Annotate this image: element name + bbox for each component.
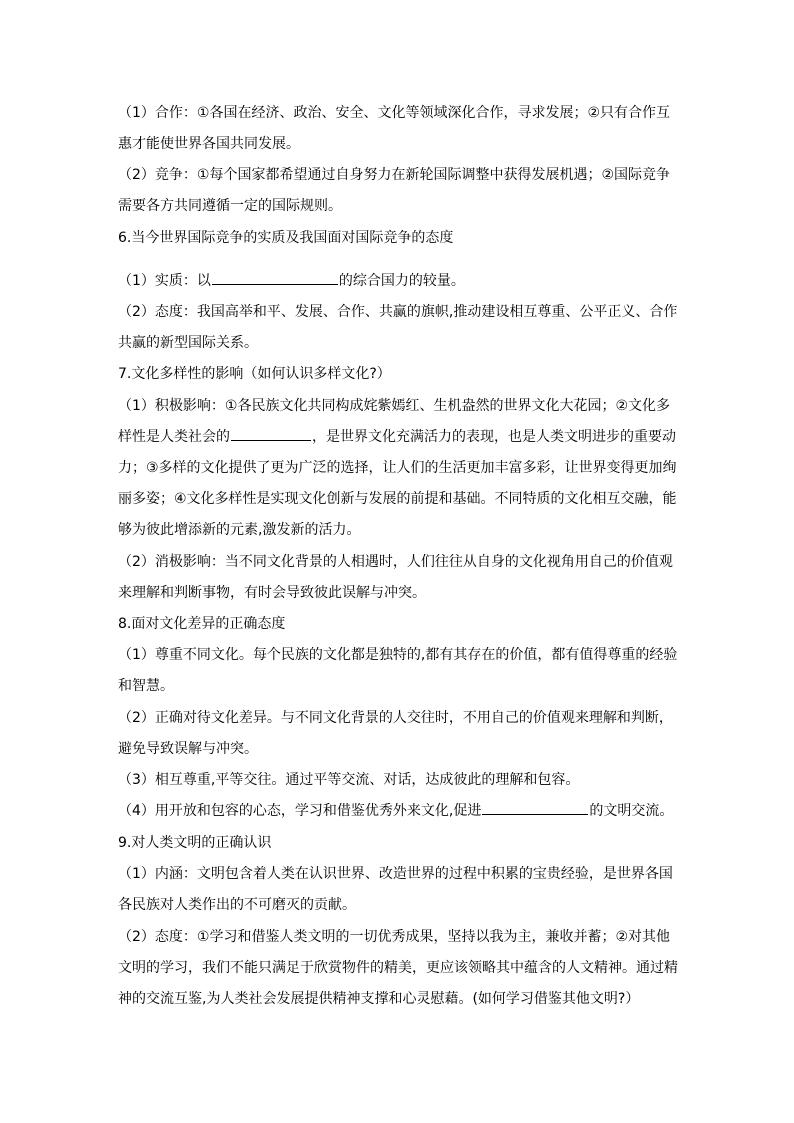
section-heading: 8.面对文化差异的正确态度 bbox=[118, 616, 286, 632]
paragraph-essence bbox=[118, 266, 684, 297]
paragraph-civilization-meaning bbox=[118, 859, 684, 921]
fill-in-line bbox=[118, 266, 684, 297]
paragraph-respect-cultures bbox=[118, 640, 684, 702]
text-segment: 的文明交流。 bbox=[589, 803, 674, 819]
fill-in-line bbox=[118, 422, 684, 453]
text-line: （2）正确对待文化差异。与不同文化背景的人交往时，不用自己的价值观来理解和判断， bbox=[118, 710, 673, 726]
text-segment: （4）用开放和包容的心态，学习和借鉴优秀外来文化,促进 bbox=[118, 803, 482, 819]
text-line: 丽多姿；④文化多样性是实现文化创新与发展的前提和基础。不同特质的文化相互交融，能 bbox=[118, 491, 677, 507]
text-line: （1）尊重不同文化。每个民族的文化都是独特的,都有其存在的价值，都有值得尊重的经验 bbox=[118, 647, 678, 663]
text-line: （3）相互尊重,平等交往。通过平等交流、对话，达成彼此的理解和包容。 bbox=[118, 772, 580, 788]
paragraph-treat-differences bbox=[118, 703, 684, 765]
text-line: 共赢的新型国际关系。 bbox=[118, 335, 258, 351]
heading-9 bbox=[118, 828, 684, 859]
text-line: （2）消极影响：当不同文化背景的人相遇时，人们往往从自身的文化视角用自己的价值观 bbox=[118, 554, 673, 570]
section-heading: 9.对人类文明的正确认识 bbox=[118, 835, 272, 851]
answer-blank bbox=[482, 796, 588, 815]
heading-8 bbox=[118, 609, 684, 640]
answer-blank bbox=[212, 266, 338, 285]
paragraph-openness bbox=[118, 796, 684, 827]
text-segment: ，是世界文化充满活力的表现，也是人类文明进步的重要动 bbox=[312, 429, 676, 445]
text-line: 和智慧。 bbox=[118, 678, 174, 694]
section-heading: 6.当今世界国际竞争的实质及我国面对国际竞争的态度 bbox=[118, 230, 454, 246]
text-line: 够为彼此增添新的元素,激发新的活力。 bbox=[118, 522, 361, 538]
section-heading: 7.文化多样性的影响（如何认识多样文化?） bbox=[118, 366, 391, 382]
text-line: 来理解和判断事物，有时会导致彼此误解与冲突。 bbox=[118, 585, 426, 601]
text-line: 惠才能使世界各国共同发展。 bbox=[118, 136, 300, 152]
text-line: （2）竞争：①每个国家都希望通过自身努力在新轮国际调整中获得发展机遇；②国际竞争 bbox=[118, 167, 671, 183]
text-line: 各民族对人类作出的不可磨灭的贡献。 bbox=[118, 897, 356, 913]
paragraph-equal-exchange bbox=[118, 765, 684, 796]
text-line: 力；③多样的文化提供了更为广泛的选择，让人们的生活更加丰富多彩，让世界变得更加绚 bbox=[118, 460, 677, 476]
text-line: （2）态度：我国高举和平、发展、合作、共赢的旗帜,推动建设相互尊重、公平正义、合作 bbox=[118, 304, 678, 320]
answer-blank bbox=[231, 422, 311, 441]
text-line: 避免导致误解与冲突。 bbox=[118, 741, 258, 757]
heading-6 bbox=[118, 223, 684, 254]
paragraph-cooperation bbox=[118, 98, 684, 160]
fill-in-line bbox=[118, 796, 684, 827]
text-line: （1）积极影响：①各民族文化共同构成姹紫嫣红、生机盎然的世界文化大花园；②文化多 bbox=[118, 398, 671, 414]
text-segment: （1）实质：以 bbox=[118, 273, 211, 289]
paragraph-positive-impact bbox=[118, 391, 684, 546]
paragraph-competition bbox=[118, 160, 684, 222]
heading-7 bbox=[118, 359, 684, 390]
text-line: （1）内涵：文明包含着人类在认识世界、改造世界的过程中积累的宝贵经验，是世界各国 bbox=[118, 866, 673, 882]
text-line: 需要各方共同遵循一定的国际规则。 bbox=[118, 198, 342, 214]
text-line: 神的交流互鉴,为人类社会发展提供精神支撑和心灵慰藉。(如何学习借鉴其他文明?） bbox=[118, 991, 640, 1007]
text-line: （1）合作：①各国在经济、政治、安全、文化等领域深化合作，寻求发展；②只有合作互 bbox=[118, 105, 671, 121]
text-segment: 的综合国力的较量。 bbox=[338, 273, 465, 289]
text-segment: 样性是人类社会的 bbox=[118, 429, 230, 445]
text-line: 文明的学习，我们不能只满足于欣赏物件的精美，更应该领略其中蕴含的人文精神。通过精 bbox=[118, 960, 678, 976]
text-line: （2）态度：①学习和借鉴人类文明的一切优秀成果，坚持以我为主，兼收并蓄；②对其他 bbox=[118, 929, 671, 945]
paragraph-attitude bbox=[118, 297, 684, 359]
paragraph-negative-impact bbox=[118, 547, 684, 609]
paragraph-civilization-attitude bbox=[118, 922, 684, 1015]
